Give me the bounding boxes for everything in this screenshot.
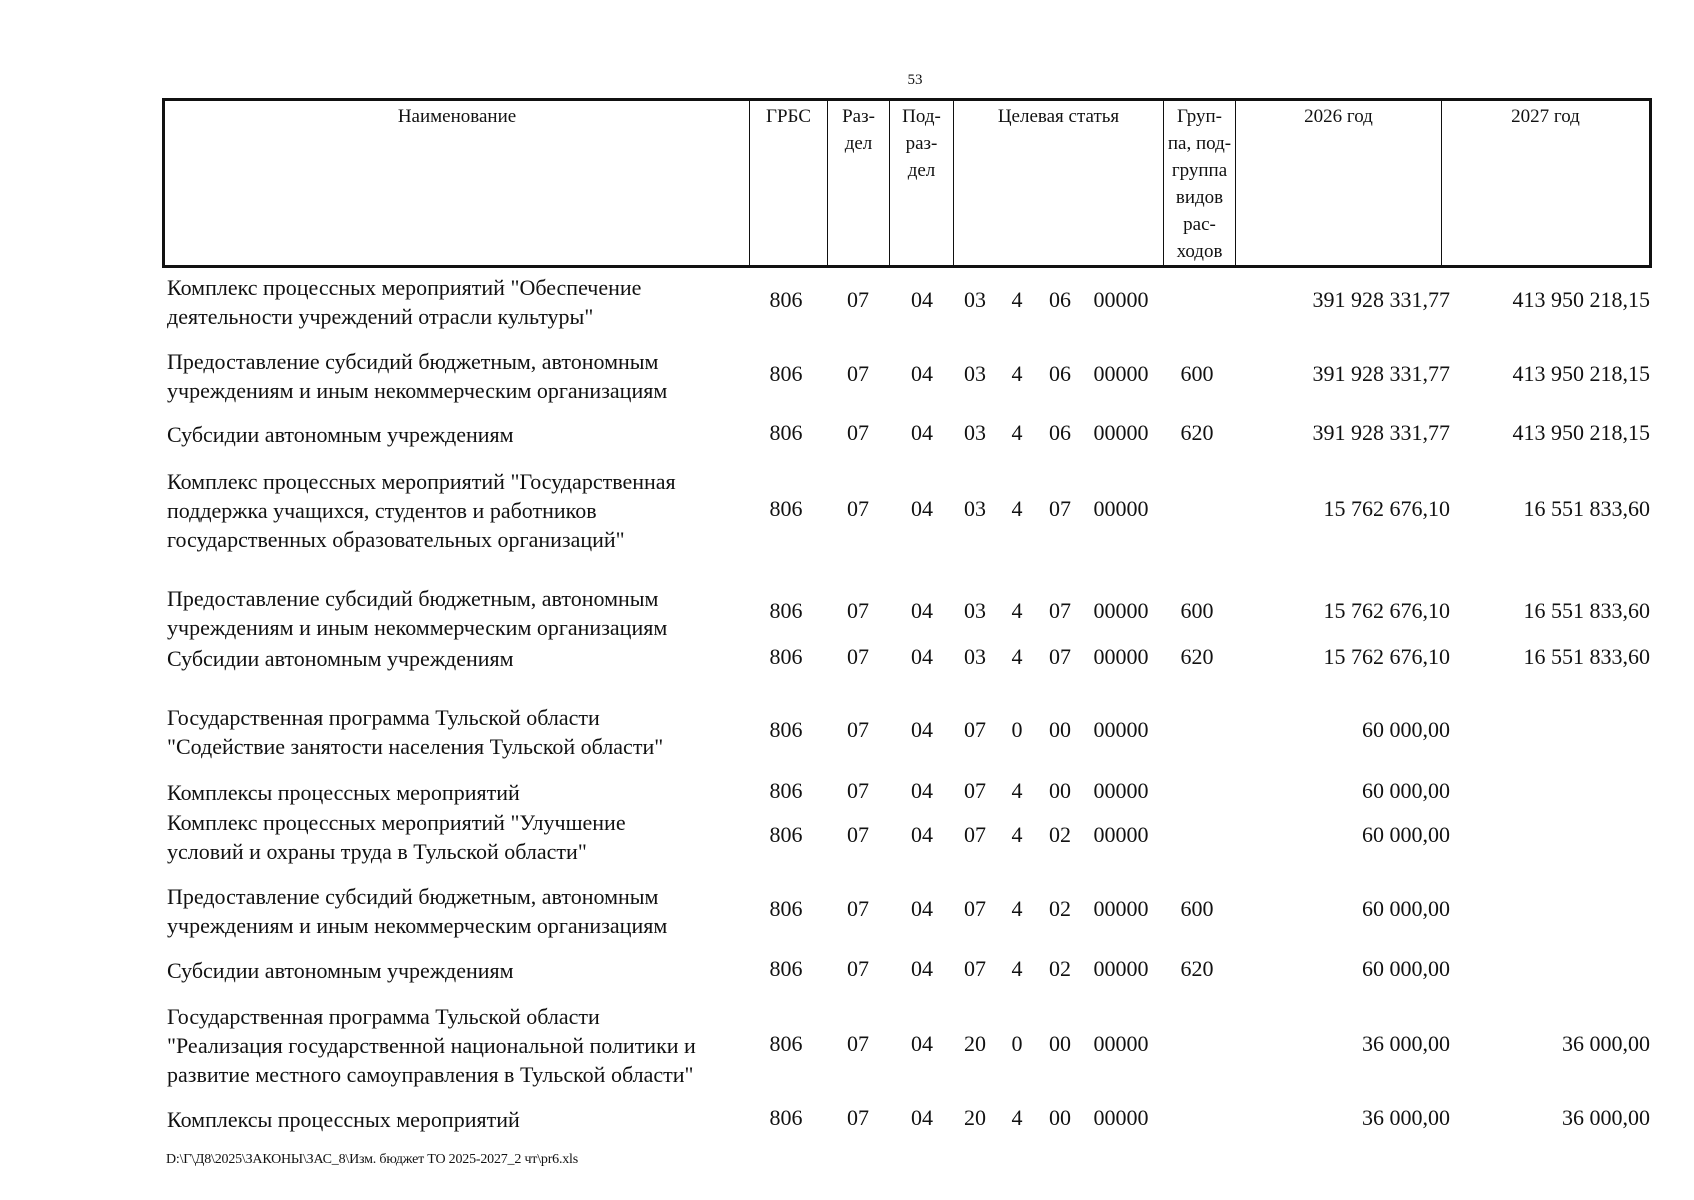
cell-section: 07 [847, 287, 869, 312]
cell-target-direction: 00000 [1093, 822, 1149, 847]
cell-name: Субсидии автономным учреждениям [167, 958, 514, 983]
cell-amount-2027: 16 551 833,60 [1523, 644, 1650, 669]
cell-target-type: 4 [1011, 420, 1023, 445]
cell-subsection: 04 [911, 1031, 933, 1056]
cell-target-type: 4 [1011, 956, 1023, 981]
cell-target-type: 4 [1011, 598, 1023, 623]
cell-expense-group: 620 [1180, 956, 1214, 981]
cell-section: 07 [847, 717, 869, 742]
cell-amount-2027: 413 950 218,15 [1512, 420, 1650, 445]
cell-target-program: 03 [964, 361, 986, 386]
cell-expense-group: 600 [1180, 896, 1214, 921]
cell-section: 07 [847, 361, 869, 386]
cell-subsection: 04 [911, 822, 933, 847]
cell-grbs: 806 [769, 956, 803, 981]
cell-grbs: 806 [769, 361, 803, 386]
cell-section: 07 [847, 822, 869, 847]
cell-amount-2026: 36 000,00 [1362, 1031, 1450, 1056]
cell-target-complex: 06 [1049, 420, 1071, 445]
header-section: Раз- дел [828, 101, 890, 265]
cell-name: Комплексы процессных мероприятий [167, 780, 520, 805]
header-year-2026: 2026 год [1236, 101, 1442, 265]
cell-target-direction: 00000 [1093, 496, 1149, 521]
cell-target-type: 4 [1011, 361, 1023, 386]
cell-target-program: 07 [964, 956, 986, 981]
cell-name: Субсидии автономным учреждениям [167, 422, 514, 447]
cell-name: Субсидии автономным учреждениям [167, 646, 514, 671]
cell-target-complex: 00 [1049, 717, 1071, 742]
cell-target-direction: 00000 [1093, 1031, 1149, 1056]
cell-target-type: 4 [1011, 1105, 1023, 1130]
header-name: Наименование [165, 101, 750, 265]
cell-target-program: 03 [964, 644, 986, 669]
cell-name: Предоставление субсидий бюджетным, автономным учреждениям и иным некоммерческим организациям [167, 586, 668, 640]
cell-target-complex: 02 [1049, 822, 1071, 847]
cell-section: 07 [847, 1031, 869, 1056]
header-subsection: Под- раз- дел [890, 101, 954, 265]
cell-target-complex: 02 [1049, 956, 1071, 981]
cell-grbs: 806 [769, 717, 803, 742]
cell-target-type: 4 [1011, 778, 1023, 803]
cell-target-complex: 00 [1049, 1031, 1071, 1056]
cell-amount-2027: 413 950 218,15 [1512, 287, 1650, 312]
cell-name: Комплексы процессных мероприятий [167, 1107, 520, 1132]
cell-expense-group: 600 [1180, 361, 1214, 386]
cell-section: 07 [847, 896, 869, 921]
cell-target-direction: 00000 [1093, 287, 1149, 312]
cell-grbs: 806 [769, 598, 803, 623]
cell-target-direction: 00000 [1093, 717, 1149, 742]
cell-section: 07 [847, 956, 869, 981]
cell-target-direction: 00000 [1093, 598, 1149, 623]
cell-amount-2026: 391 928 331,77 [1312, 287, 1450, 312]
cell-amount-2026: 60 000,00 [1362, 956, 1450, 981]
cell-amount-2026: 60 000,00 [1362, 822, 1450, 847]
cell-amount-2027: 36 000,00 [1562, 1031, 1650, 1056]
cell-name: Предоставление субсидий бюджетным, автономным учреждениям и иным некоммерческим организациям [167, 349, 668, 403]
cell-name: Комплекс процессных мероприятий "Обеспечение деятельности учреждений отрасли культуры" [167, 275, 642, 329]
cell-expense-group: 600 [1180, 598, 1214, 623]
cell-grbs: 806 [769, 644, 803, 669]
cell-target-complex: 00 [1049, 778, 1071, 803]
cell-name: Комплекс процессных мероприятий "Государственная поддержка учащихся, студентов и работников государственных образовательных организаций" [167, 469, 676, 552]
cell-target-direction: 00000 [1093, 420, 1149, 445]
cell-amount-2026: 60 000,00 [1362, 778, 1450, 803]
cell-amount-2026: 391 928 331,77 [1312, 420, 1450, 445]
cell-amount-2026: 36 000,00 [1362, 1105, 1450, 1130]
cell-grbs: 806 [769, 496, 803, 521]
cell-name: Комплекс процессных мероприятий "Улучшение условий и охраны труда в Тульской области" [167, 810, 626, 864]
cell-subsection: 04 [911, 1105, 933, 1130]
cell-target-type: 4 [1011, 496, 1023, 521]
header-expense-group: Груп- па, под- группа видов рас- ходов [1164, 101, 1236, 265]
cell-section: 07 [847, 778, 869, 803]
cell-target-type: 0 [1011, 717, 1023, 742]
cell-subsection: 04 [911, 287, 933, 312]
cell-target-direction: 00000 [1093, 896, 1149, 921]
cell-section: 07 [847, 420, 869, 445]
cell-name: Предоставление субсидий бюджетным, автономным учреждениям и иным некоммерческим организациям [167, 884, 668, 938]
cell-target-direction: 00000 [1093, 1105, 1149, 1130]
cell-amount-2026: 60 000,00 [1362, 896, 1450, 921]
cell-subsection: 04 [911, 778, 933, 803]
cell-target-type: 4 [1011, 896, 1023, 921]
cell-target-program: 03 [964, 287, 986, 312]
cell-amount-2026: 391 928 331,77 [1312, 361, 1450, 386]
cell-subsection: 04 [911, 361, 933, 386]
cell-name: Государственная программа Тульской области "Содействие занятости населения Тульской области" [167, 705, 664, 759]
cell-target-direction: 00000 [1093, 778, 1149, 803]
cell-amount-2027: 16 551 833,60 [1523, 598, 1650, 623]
cell-target-complex: 06 [1049, 361, 1071, 386]
cell-amount-2026: 60 000,00 [1362, 717, 1450, 742]
cell-target-complex: 07 [1049, 644, 1071, 669]
cell-expense-group: 620 [1180, 644, 1214, 669]
cell-amount-2027: 413 950 218,15 [1512, 361, 1650, 386]
cell-amount-2027: 16 551 833,60 [1523, 496, 1650, 521]
cell-target-complex: 02 [1049, 896, 1071, 921]
cell-target-complex: 07 [1049, 598, 1071, 623]
cell-target-type: 4 [1011, 822, 1023, 847]
cell-subsection: 04 [911, 956, 933, 981]
cell-target-direction: 00000 [1093, 644, 1149, 669]
cell-target-program: 07 [964, 717, 986, 742]
cell-grbs: 806 [769, 822, 803, 847]
cell-amount-2027: 36 000,00 [1562, 1105, 1650, 1130]
cell-target-program: 07 [964, 822, 986, 847]
header-year-2027: 2027 год [1511, 106, 1580, 127]
cell-target-type: 4 [1011, 644, 1023, 669]
cell-target-type: 0 [1011, 1031, 1023, 1056]
cell-section: 07 [847, 598, 869, 623]
cell-grbs: 806 [769, 778, 803, 803]
cell-target-program: 07 [964, 896, 986, 921]
cell-subsection: 04 [911, 644, 933, 669]
cell-section: 07 [847, 1105, 869, 1130]
cell-target-program: 20 [964, 1031, 986, 1056]
cell-target-complex: 07 [1049, 496, 1071, 521]
cell-subsection: 04 [911, 717, 933, 742]
cell-target-program: 03 [964, 420, 986, 445]
cell-amount-2026: 15 762 676,10 [1323, 644, 1450, 669]
cell-grbs: 806 [769, 1105, 803, 1130]
cell-subsection: 04 [911, 896, 933, 921]
cell-section: 07 [847, 644, 869, 669]
cell-target-type: 4 [1011, 287, 1023, 312]
cell-subsection: 04 [911, 496, 933, 521]
cell-name: Государственная программа Тульской области "Реализация государственной национальной политики и развитие местного самоуправления в Тульской области" [167, 1004, 696, 1087]
cell-section: 07 [847, 496, 869, 521]
cell-target-direction: 00000 [1093, 361, 1149, 386]
cell-grbs: 806 [769, 287, 803, 312]
cell-target-complex: 00 [1049, 1105, 1071, 1130]
header-target-article: Целевая статья [954, 101, 1164, 265]
cell-grbs: 806 [769, 896, 803, 921]
cell-subsection: 04 [911, 598, 933, 623]
cell-target-direction: 00000 [1093, 956, 1149, 981]
cell-amount-2026: 15 762 676,10 [1323, 598, 1450, 623]
cell-expense-group: 620 [1180, 420, 1214, 445]
cell-target-program: 03 [964, 598, 986, 623]
cell-target-program: 03 [964, 496, 986, 521]
cell-amount-2026: 15 762 676,10 [1323, 496, 1450, 521]
cell-grbs: 806 [769, 420, 803, 445]
cell-target-complex: 06 [1049, 287, 1071, 312]
cell-target-program: 07 [964, 778, 986, 803]
page-number: 53 [907, 72, 923, 88]
file-path-footer: D:\Г\Д8\2025\ЗАКОНЫ\ЗАС_8\Изм. бюджет ТО 2025-2027_2 чт\pr6.xls [166, 1152, 578, 1167]
cell-subsection: 04 [911, 420, 933, 445]
cell-grbs: 806 [769, 1031, 803, 1056]
header-grbs: ГРБС [750, 101, 828, 265]
cell-target-program: 20 [964, 1105, 986, 1130]
